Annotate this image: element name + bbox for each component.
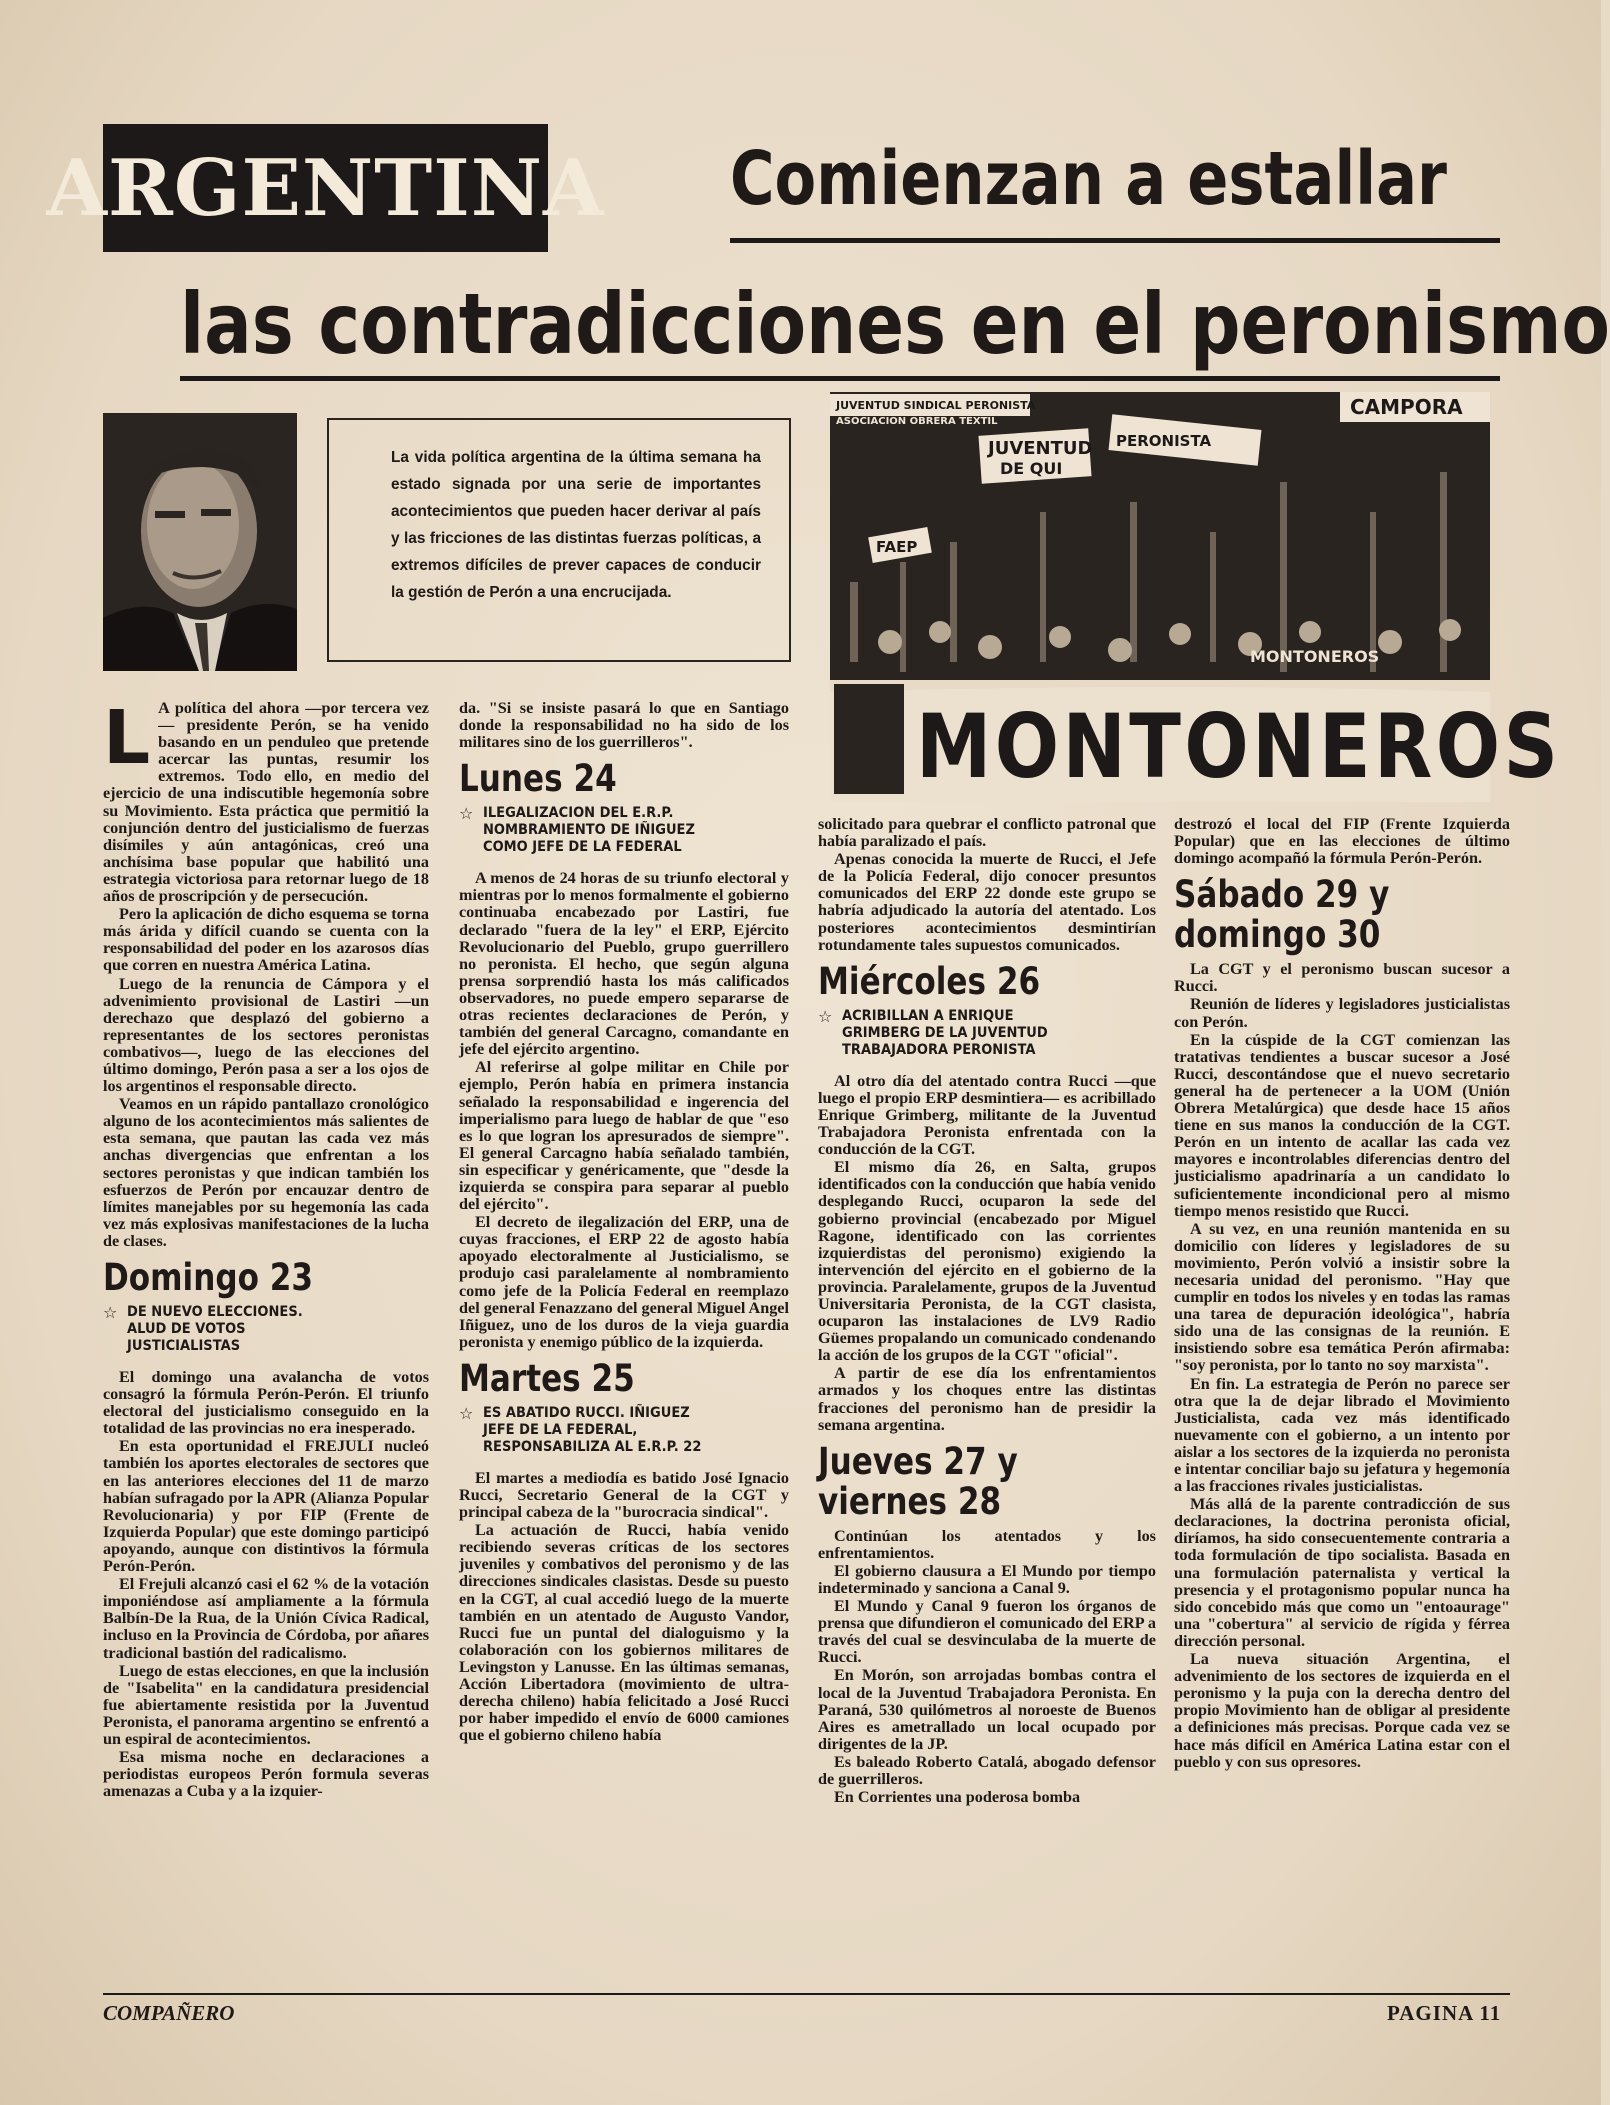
banner-text-7: FAEP: [876, 538, 918, 556]
headline-rule-top: [730, 238, 1500, 243]
montoneros-banner: MONTONEROS: [916, 696, 1562, 799]
subhead-miercoles: ☆ ACRIBILLAN A ENRIQUE GRIMBERG DE LA JUVENTUD TRABAJADORA PERONISTA: [818, 1006, 1048, 1058]
sabado-paragraph: A su vez, en una reunión mantenida en su domicilio con líderes y legisladores de su movimiento, Perón volvió a insistir sobre la necesaria unidad del peronismo. "Hay que cumplir en todos los niveles y en todas las ramas una tarea de depuración ideológica", habría sido una de las consignas de la reunión. E insistiendo sobre esa temática Perón afirmaba: "soy peronista, por lo tanto no soy marxista".: [1174, 1219, 1510, 1375]
miercoles-paragraph: El mismo día 26, en Salta, grupos identificados con la conducción que había venido desplegando Rucci, ocuparon la sede del gobierno provincial (encabezado por Miguel Ragone, identificado con las corrientes izquierdistas del peronismo) exigiendo la intervención del ejército en el gobierno de la provincia. Paralelamente, grupos de la Juventud Universitaria Peronista, de la CGT clasista, ocuparon las instalaciones de LV9 Radio Güemes propalando un comunicado condenando la acción de los grupos de la CGT "oficial".: [818, 1158, 1156, 1365]
sabado-paragraph: Reunión de líderes y legisladores justicialistas con Perón.: [1174, 995, 1510, 1031]
banner-text-1: JUVENTUD SINDICAL PERONISTA: [836, 399, 1036, 412]
banner-text-8: MONTONEROS: [1250, 647, 1380, 666]
star-icon: ☆: [818, 1006, 833, 1026]
jueves-paragraph: Es baleado Roberto Catalá, abogado defensor de guerrilleros.: [818, 1752, 1156, 1789]
column-2: [459, 700, 789, 1745]
miercoles-paragraph: Al otro día del atentado contra Rucci —que luego el propio ERP desmintiera— es acribillado Enrique Grimberg, militante de la Juventud Trabajadora Peronista enfrentada con la conducción de la CGT.: [818, 1071, 1156, 1159]
day-heading-martes: Martes 25: [459, 1356, 635, 1400]
domingo-paragraph: El Frejuli alcanzó casi el 62 % de la votación imponiéndose así ampliamente a la fórmula Balbín-De la Rua, de la Unión Cívica Radical, incluso en la Provincia de Córdoba, por añares tradicional bastión del radicalismo.: [103, 1575, 429, 1662]
headline-rule-bottom: [180, 376, 1500, 381]
star-icon: ☆: [103, 1303, 118, 1322]
subhead-martes: ☆ ES ABATIDO RUCCI. IÑIGUEZ JEFE DE LA FEDERAL, RESPONSABILIZA AL E.R.P. 22: [459, 1403, 702, 1455]
sabado-paragraph: Más allá de la parente contradicción de sus declaraciones, la doctrina peronista oficial, diríamos, ha sido consecuentemente contraria a toda formulación de tipo socialista. Basada en una formulación paternalista y vertical la presencia y el protagonismo popular nunca ha sido concebido más que como un "entoaurage" una "cobertura" al servicio de rígida y férrea dirección personal.: [1174, 1495, 1510, 1650]
drop-cap: L: [103, 695, 151, 781]
jueves-paragraph: El gobierno clausura a El Mundo por tiempo indeterminado y sanciona a Canal 9.: [818, 1561, 1156, 1597]
lead-box: La vida política argentina de la última semana ha estado signada por una serie de importantes acontecimientos que pueden hacer derivar al país y las fricciones de las distintas fuerzas políticas, a extremos difíciles de prever capaces de conducir la gestión de Perón a una encrucijada.: [327, 418, 791, 662]
martes-paragraph: El martes a mediodía es batido José Ignacio Rucci, Secretario General de la CGT y principal cabeza de la "burocracia sindical".: [459, 1468, 789, 1522]
banner-text-3: JUVENTUD: [988, 438, 1093, 459]
jueves-paragraph: El Mundo y Canal 9 fueron los órganos de prensa que difundieron el comunicado del ERP a través del cual se desvinculaba de la muerte de Rucci.: [818, 1597, 1156, 1667]
lunes-paragraph: Al referirse al golpe militar en Chile por ejemplo, Perón había en primera instancia señalado la responsabilidad e ingerencia del imperialismo para luego de hablar de que "eso es lo que logran los apresurados de siempre". El general Carcagno había señalado también, sin especificar y genéricamente, que "desde la izquierda se conspira para separar al pueblo del ejército".: [459, 1058, 789, 1214]
jueves-paragraph: Continúan los atentados y los enfrentamientos.: [818, 1526, 1156, 1562]
subhead-lunes: ☆ ILEGALIZACION DEL E.R.P. NOMBRAMIENTO DE IÑIGUEZ COMO JEFE DE LA FEDERAL: [459, 804, 695, 856]
intro-paragraph-2: Pero la aplicación de dicho esquema se torna más árida y difícil cuando se cuenta con la responsabilidad del poder en los azarosos días que corren en nuestra América Latina.: [103, 905, 429, 975]
continuation-paragraph: solicitado para quebrar el conflicto patronal que había paralizado el país.: [818, 815, 1156, 851]
star-icon: ☆: [459, 804, 474, 824]
col3-paragraph: Apenas conocida la muerte de Rucci, el Jefe de la Policía Federal, dijo conocer presuntos comunicados del ERP 22 donde este grupo se habría adjudicado la autoría del atentado. Los posteriores acontecimientos desmintirían rotundamente tales supuestos comunicados.: [818, 850, 1156, 954]
intro-paragraph-3: Luego de la renuncia de Cámpora y el advenimiento provisional de Lastiri —un derechazo que desplazó del gobierno a representantes de los sectores peronistas combativos—, luego de las elecciones del último domingo, Perón pasa a ser a los ojos de los argentinos el responsable directo.: [103, 974, 429, 1096]
lunes-paragraph: El decreto de ilegalización del ERP, una de cuyas fracciones, el ERP 22 de agosto había apoyado electoralmente al Justicialismo, se produjo casi paralelamente al nombramiento como jefe de la Policía Federal en reemplazo del general Fenazzano del general Miguel Angel Iñiguez, uno de los duros de la vieja guardia peronista y enemigo público de la izquierda.: [459, 1213, 789, 1351]
day-heading-miercoles: Miércoles 26: [818, 959, 1041, 1003]
domingo-paragraph: El domingo una avalancha de votos consagró la fórmula Perón-Perón. El triunfo electoral del justicialismo conseguido en la totalidad de las provincias no era inesperado.: [103, 1368, 429, 1438]
sabado-paragraph: En fin. La estrategia de Perón no parece ser otra que la de dejar librado el Movimiento Justicialista, cada vez más identificado nuevamente con el gobierno, a un intento por aislar a los sectores de la izquierda no peronista e intentar conciliar bajo su jefatura y hegemonía a las fracciones rivales justicialistas.: [1174, 1374, 1510, 1496]
day-heading-sabado: Sábado 29 y domingo 30: [1174, 873, 1390, 957]
day-heading-jueves: Jueves 27 y viernes 28: [818, 1439, 1018, 1523]
continuation-paragraph: destrozó el local del FIP (Frente Izquierda Popular) que en las elecciones de último domingo acompañó la fórmula Perón-Perón.: [1174, 815, 1510, 868]
headline-line-1: Comienzan a estallar: [730, 136, 1447, 222]
banner-text-2: ASOCIACION OBRERA TEXTIL: [836, 416, 998, 427]
banner-text-6: CAMPORA: [1350, 395, 1463, 419]
column-4: [1174, 816, 1510, 1772]
subhead-domingo: ☆ DE NUEVO ELECCIONES. ALUD DE VOTOS JUSTICIALISTAS: [103, 1303, 303, 1354]
sabado-paragraph: La CGT y el peronismo buscan sucesor a Rucci.: [1174, 960, 1510, 996]
sabado-paragraph: En la cúspide de la CGT comienzan las tratativas tendientes a buscar sucesor a José Rucci, descontándose que el nuevo secretario general ha de pertenecer a la UOM (Unión Obrera Metalúrgica) que desde hace 15 años tiene en sus manos la conducción de la CGT. Perón en un intento de acallar las cada vez mayores e incontrolables diferencias dentro del justicialismo apadrinaría a un candidato lo suficientemente incondicional pero al mismo tiempo menos resistido que Rucci.: [1174, 1030, 1510, 1220]
domingo-paragraph: Luego de estas elecciones, en que la inclusión de "Isabelita" en la candidatura presidencial fue abiertamente resistida por la Juventud Peronista, el panorama argentino se enfrentó a un espiral de acontecimientos.: [103, 1661, 429, 1748]
banner-text-5: PERONISTA: [1116, 432, 1212, 450]
star-icon: ☆: [459, 1403, 474, 1423]
day-heading-domingo: Domingo 23: [103, 1256, 313, 1299]
miercoles-paragraph: A partir de ese día los enfrentamientos armados y los choques entre las distintas fracciones del peronismo han de presidir la semana argentina.: [818, 1364, 1156, 1434]
banner-text-4: DE QUI: [1000, 459, 1063, 478]
footer-rule: [103, 1993, 1510, 1995]
column-3: [818, 816, 1156, 1807]
lunes-paragraph: A menos de 24 horas de su triunfo electoral y mientras por lo menos formalmente el gobierno continuaba encabezado por Lastiri, fue declarado "fuera de la ley" el ERP, Ejército Revolucionario del Pueblo, grupo guerrillero no peronista. El hecho, que según alguna prensa sorprendió hasta los más calificados observadores, no puede empero separarse de otras recientes declaraciones de Perón, y también del general Carcagno, comandante en jefe del ejército argentino.: [459, 869, 789, 1059]
sabado-paragraph: La nueva situación Argentina, el advenimiento de los sectores de izquierda en el peronismo y la puja con la derecha dentro del propio Movimiento han de obligar al presidente a definiciones más precisas. Porque cada vez se hace más difícil en América Latina estar con el pueblo y con sus opresores.: [1174, 1650, 1510, 1771]
column-1: [103, 695, 429, 1801]
crowd-banner-photo: [830, 392, 1562, 802]
intro-paragraph-1: L A política del ahora —por tercera vez— presidente Perón, se ha venido basando en un penduleo que pretende acercar las puntas, resumir los extremos. Todo ello, en medio del ejercicio de una indiscutible hegemonía sobre su Movimiento. Esta práctica que permitió la conjunción dentro del justicialismo de fuerzas disímiles y aún antagónicas, creó una anchísima base popular que habilitó una estrategia victoriosa para retornar luego de 18 años de proscripción y de persecución.: [103, 695, 429, 906]
jueves-paragraph: En Corrientes una poderosa bomba: [834, 1788, 1081, 1807]
domingo-paragraph: Esa misma noche en declaraciones a periodistas europeos Perón formula severas amenazas a Cuba y a la izquier-: [103, 1748, 429, 1801]
section-tag: ARGENTINA: [103, 124, 548, 252]
jueves-paragraph: En Morón, son arrojadas bombas contra el local de la Juventud Trabajadora Peronista. En Paraná, 530 quilómetros al noroeste de Buenos Aires es ametrallado un local ocupado por dirigentes de la JP.: [818, 1666, 1156, 1753]
intro-paragraph-4: Veamos en un rápido pantallazo cronológico alguno de los acontecimientos más salientes de esta semana, que pautan las cada vez más anchas divergencias que enfrentan a los sectores peronistas y que indican también los esfuerzos de Perón por encauzar dentro de límites manejables por su hegemonía las cada vez más explosivas manifestaciones de la lucha de clases.: [103, 1095, 429, 1250]
day-heading-lunes: Lunes 24: [459, 757, 617, 801]
continuation-paragraph: da. "Si se insiste pasará lo que en Santiago donde la responsabilidad no ha sido de los militares sino de los guerrilleros".: [459, 699, 789, 752]
headline-line-2: las contradicciones en el peronismo: [180, 275, 1610, 373]
martes-paragraph: La actuación de Rucci, había venido recibiendo severas críticas de los sectores juveniles y combativos del peronismo y de las direcciones sindicales clasistas. Desde su puesto en la CGT, al cual accedió luego de la muerte también en un atentado de Augusto Vandor, Rucci fue un puntal del dialoguismo y la colaboración con los gobiernos militares de Levingston y Lanusse. En las últimas semanas, Acción Libertadora (movimiento de ultra-derecha chileno) había felicitado a José Rucci por haber impedido el envío de 6000 camiones que el gobierno chileno había: [459, 1521, 789, 1745]
domingo-paragraph: En esta oportunidad el FREJULI nucleó también los aportes electorales de sectores que en las anteriores elecciones del 11 de marzo habían sufragado por la APR (Alianza Popular Revolucionaria) y por FIP (Frente de Izquierda Popular) que este domingo participó apoyando, aunque con distintivos la fórmula Perón-Perón.: [103, 1437, 429, 1576]
peron-portrait-photo: [103, 413, 297, 671]
page-number: PAGINA 11: [1387, 2001, 1502, 2025]
publication-name: COMPAÑERO: [103, 2001, 235, 2025]
